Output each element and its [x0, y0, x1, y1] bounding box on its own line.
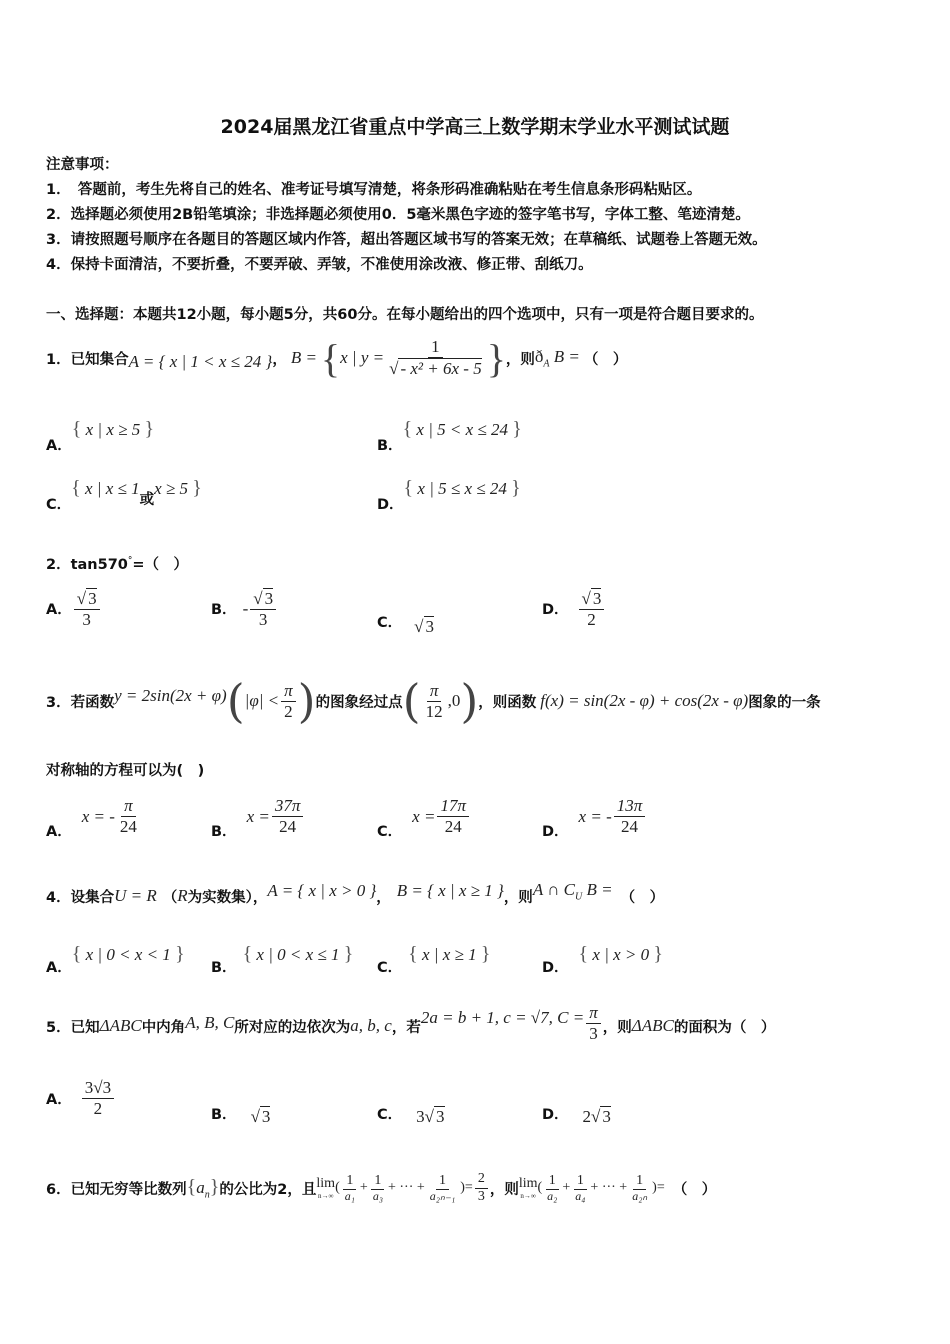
complement-symbol: ð — [534, 346, 544, 366]
paren-close: ) — [652, 1179, 657, 1195]
set-b-fraction: $\frac{1}{\text{√ - x² + 6x - 5}}$ — [389, 337, 482, 378]
option-label: D． — [542, 602, 569, 619]
option-sign: - — [242, 598, 249, 618]
fraction-denominator: - x² + 6x - 5 — [400, 359, 482, 378]
fraction-denominator: 24 — [444, 817, 462, 836]
real-set-symbol: R — [177, 886, 188, 905]
plus-sign: + — [359, 1180, 368, 1195]
condition-fraction — [281, 681, 296, 721]
q2-option-d[interactable] — [542, 588, 606, 629]
term-fraction — [427, 1173, 458, 1204]
option-value: x | 0 < x ≤ 1 — [256, 945, 340, 964]
question-2 — [46, 553, 188, 574]
plus-sign: + — [562, 1179, 571, 1195]
root-value: 3 — [602, 1107, 611, 1126]
question-6 — [46, 1160, 716, 1216]
q5-option-b[interactable] — [211, 1100, 270, 1127]
ellipsis: + ··· + — [388, 1180, 425, 1195]
q4-option-c[interactable] — [377, 932, 490, 977]
function-expression: y = 2sin(2x + φ) — [114, 686, 227, 705]
option-value: x | 5 ≤ x ≤ 24 — [417, 479, 507, 498]
term-fraction — [370, 1173, 386, 1204]
fraction-denominator: 2 — [93, 1098, 103, 1118]
fraction-numerator: 13π — [614, 796, 646, 817]
point-tail: ,0 — [447, 691, 461, 710]
expression-subscript: U — [575, 891, 583, 903]
angles-symbol: A, B, C — [185, 1013, 235, 1032]
question-text: （ — [162, 889, 178, 906]
brace-open: { — [320, 335, 341, 381]
set-a-expression: A = { x | 1 < x ≤ 24 } — [128, 352, 273, 371]
fraction-denominator: 3 — [82, 609, 91, 629]
option-math: { x | x ≤ 1 — [71, 477, 140, 499]
fraction-denominator: a₁ — [344, 1188, 355, 1203]
paren-open: ( — [226, 674, 245, 728]
q2-option-c[interactable] — [377, 606, 434, 637]
complement-rhs: B = — [553, 346, 580, 366]
set-b-expression — [291, 335, 506, 382]
point-fraction — [423, 681, 446, 721]
sequence-subscript: n — [204, 1189, 210, 1201]
set-b-lhs: B = — [290, 348, 317, 367]
limit-subscript: n→∞ — [317, 1192, 334, 1200]
fraction-denominator: 12 — [425, 701, 443, 721]
fraction-denominator: a₃ — [372, 1188, 383, 1203]
sides-symbol: a, b, c — [350, 1016, 392, 1035]
equals-sign: = — [464, 1180, 473, 1195]
limit-expression-2 — [519, 1173, 665, 1204]
question-3-line-2: 对称轴的方程可以为( ) — [46, 763, 205, 779]
option-lhs: x = - — [578, 806, 612, 826]
question-text: 已知无穷等比数列 — [70, 1181, 187, 1198]
expression-main: A ∩ C — [532, 879, 576, 899]
function-expression: f(x) = sin(2x - φ) + cos(2x - φ) — [540, 691, 749, 710]
question-text: ，若 — [391, 1019, 421, 1036]
fraction-denominator: 3 — [477, 1188, 485, 1204]
option-root: 3√ 3 — [416, 1107, 445, 1126]
root-coefficient: 3 — [416, 1107, 425, 1126]
option-label: D． — [542, 824, 569, 840]
question-number: 2． — [46, 557, 71, 573]
q4-option-b[interactable] — [211, 932, 353, 977]
fraction-numerator: 3 — [88, 589, 97, 608]
notice-heading: 注意事项： — [46, 157, 119, 173]
paren-close: ) — [460, 674, 479, 728]
option-math: x ≥ 5 } — [154, 477, 202, 499]
question-text: 的公比为2，且 — [219, 1181, 317, 1198]
fraction-denominator: 24 — [621, 817, 638, 836]
question-text: =（ ） — [132, 557, 189, 573]
fraction-numerator: 17π — [437, 796, 469, 817]
option-fraction: $\frac{√ 3}{3}$ — [250, 588, 276, 629]
notice-item-1: 1． 答题前，考生先将自己的姓名、准考证号填写清楚，将条形码准确粘贴在考生信息条形码粘贴区。 — [46, 182, 702, 198]
question-text: ，则 — [602, 1019, 632, 1036]
option-root: √ 3 — [250, 1107, 271, 1126]
question-text: ，则函数 — [478, 694, 537, 711]
question-text: 的面积为（ ） — [673, 1019, 776, 1036]
fraction-numerator: π — [427, 681, 442, 702]
question-text: 已知集合 — [70, 351, 129, 368]
question-number: 5． — [46, 1019, 71, 1036]
q4-option-a[interactable] — [46, 932, 185, 977]
option-value: x | x ≥ 1 — [422, 945, 477, 964]
q5-option-a[interactable] — [46, 1078, 116, 1118]
question-number: 1． — [46, 351, 71, 368]
option-label: B． — [377, 438, 403, 454]
fraction-denominator: 3 — [258, 609, 268, 629]
fraction-numerator: 37π — [272, 796, 304, 817]
fraction-numerator: π — [281, 681, 296, 702]
paren-close: ) — [460, 1180, 465, 1195]
fraction-denominator: 24 — [119, 817, 137, 836]
q3-option-a[interactable] — [46, 792, 142, 841]
term-fraction — [342, 1173, 358, 1204]
or-text: 或 — [139, 492, 155, 508]
q3-option-b[interactable] — [211, 792, 305, 841]
question-text: ，则 — [503, 889, 533, 906]
option-label: A． — [46, 438, 72, 454]
condition-fraction — [586, 1003, 601, 1043]
set-b-var: x | y = — [340, 348, 385, 367]
set-b-expression: B = { x | x ≥ 1 } — [396, 881, 504, 900]
root-value: 3 — [425, 617, 434, 636]
question-number: 6． — [46, 1181, 71, 1198]
fraction-denominator: a₄ — [575, 1188, 586, 1203]
option-math: { x | x ≥ 1 } — [408, 943, 491, 965]
page-title: 2024届黑龙江省重点中学高三上数学期末学业水平测试试题 — [220, 116, 730, 138]
root-value: 3 — [436, 1107, 445, 1126]
option-label: B． — [211, 1107, 237, 1123]
question-text: 为实数集）， — [187, 889, 268, 906]
option-root: √ 3 — [414, 617, 434, 636]
option-label: C． — [377, 1107, 403, 1123]
term-fraction — [544, 1173, 560, 1204]
option-label: A． — [46, 1091, 72, 1108]
option-label: A． — [46, 602, 72, 619]
option-lhs: x = — [246, 806, 270, 826]
complement-expression — [535, 347, 580, 369]
option-fraction — [117, 796, 140, 836]
option-lhs: x = - — [81, 806, 115, 826]
fraction-numerator: 3 — [264, 589, 274, 608]
question-text: tan570 — [70, 557, 128, 573]
sequence-symbol: $\{a_n\}$ — [186, 1175, 220, 1201]
option-label: C． — [377, 615, 403, 631]
fraction-denominator: 3 — [589, 1023, 598, 1043]
sequence-term: a — [196, 1177, 205, 1197]
option-label: B． — [211, 602, 237, 619]
option-fraction — [272, 796, 304, 836]
q3-option-d[interactable] — [542, 792, 647, 841]
question-5 — [46, 1000, 775, 1052]
question-number: 3． — [46, 694, 71, 711]
question-text: 设集合 — [70, 889, 115, 906]
question-text: ，则 — [505, 351, 535, 368]
question-number: 4． — [46, 889, 71, 906]
option-label: A． — [46, 960, 72, 976]
limit-label: lim — [518, 1175, 538, 1191]
fraction-numerator: 1 — [436, 1173, 449, 1190]
paren-open: ( — [537, 1179, 543, 1195]
question-4 — [46, 876, 664, 916]
answer-blank: （ ） — [620, 889, 665, 906]
option-value: x | x ≤ 1 — [85, 479, 140, 498]
notice-item-4: 4．保持卡面清洁，不要折叠，不要弄破、弄皱，不准使用涂改液、修正带、刮纸刀。 — [46, 257, 593, 273]
option-value: x | 5 < x ≤ 24 — [416, 420, 508, 439]
option-math: { x | 0 < x < 1 } — [71, 943, 185, 965]
brace-close: } — [486, 335, 506, 381]
q3-option-c[interactable] — [377, 792, 471, 841]
term-fraction — [572, 1173, 588, 1204]
q1-option-c[interactable] — [46, 469, 202, 514]
option-fraction: $\frac{√ 3}{3}$ — [74, 588, 100, 629]
fraction-numerator: 2 — [475, 1171, 488, 1188]
q2-option-b[interactable] — [211, 588, 278, 629]
option-root: 2√ 3 — [582, 1107, 611, 1126]
option-lhs: x = — [412, 806, 436, 826]
condition-lhs: |φ| < — [244, 691, 280, 710]
answer-blank: （ ） — [583, 351, 628, 368]
degree-symbol: ° — [127, 556, 133, 567]
limit-label: lim — [316, 1176, 336, 1191]
question-text: 的图象经过点 — [315, 694, 403, 711]
question-text: 图象的一条 — [748, 694, 821, 711]
fraction-numerator: 1 — [371, 1173, 384, 1190]
fraction-numerator: 1 — [546, 1173, 559, 1190]
fraction-numerator: π — [586, 1003, 601, 1024]
term-fraction — [629, 1173, 650, 1204]
value-fraction — [475, 1171, 488, 1204]
q4-option-d[interactable] — [542, 932, 663, 977]
paren-close: ) — [297, 674, 316, 728]
option-label: D． — [542, 960, 569, 976]
fraction-numerator: π — [121, 796, 136, 817]
fraction-denominator: a₂ₙ₋₁ — [429, 1188, 456, 1203]
option-label: D． — [542, 1107, 569, 1123]
separator: ， — [376, 889, 391, 906]
fraction-denominator: 2 — [587, 609, 596, 629]
paren-open: ( — [402, 674, 421, 728]
question-text: 已知 — [70, 1019, 100, 1036]
option-fraction — [614, 796, 646, 836]
triangle-symbol: ΔABC — [99, 1016, 142, 1035]
answer-blank: （ ） — [672, 1181, 717, 1198]
option-label: A． — [46, 824, 72, 840]
option-value: x | x > 0 — [592, 945, 650, 964]
fraction-denominator: 24 — [279, 817, 297, 836]
condition-expression: 2a = b + 1, c = √7, C = — [420, 1008, 585, 1027]
complement-subscript: A — [543, 358, 550, 370]
notice-item-2: 2．选择题必须使用2B铅笔填涂；非选择题必须使用0．5毫米黑色字迹的签字笔书写，字体工整、笔迹清楚。 — [46, 207, 750, 223]
section-heading: 一、选择题：本题共12小题，每小题5分，共60分。在每小题给出的四个选项中，只有一项是符合题目要求的。 — [46, 307, 764, 323]
question-text: 所对应的边依次为 — [234, 1019, 351, 1036]
notice-item-3: 3．请按照题号顺序在各题目的答题区域内作答，超出答题区域书写的答案无效；在草稿纸、试题卷上答题无效。 — [46, 232, 767, 248]
set-a-expression: A = { x | x > 0 } — [267, 881, 377, 900]
q5-option-c[interactable] — [377, 1100, 445, 1127]
option-fraction: $\frac{√ 3}{2}$ — [579, 588, 605, 629]
limit-expression-1 — [316, 1171, 489, 1204]
fraction-denominator: a₂ₙ — [632, 1188, 648, 1203]
option-value: x | x ≥ 5 — [85, 420, 141, 439]
equals-sign: = — [656, 1179, 665, 1195]
fraction-numerator: 3 — [592, 589, 602, 608]
option-label: C． — [377, 824, 403, 840]
root-coefficient: 2 — [582, 1107, 592, 1126]
intersection-expression — [533, 880, 613, 902]
q1-option-b[interactable] — [377, 410, 522, 455]
option-math: { x | 5 ≤ x ≤ 24 } — [403, 477, 521, 499]
triangle-symbol: ΔABC — [631, 1016, 674, 1035]
fraction-numerator: 1 — [428, 337, 443, 358]
option-math: { x | 0 < x ≤ 1 } — [242, 943, 354, 965]
separator: ， — [272, 351, 287, 368]
option-value: x | 0 < x < 1 — [85, 945, 171, 964]
option-label: B． — [211, 960, 237, 976]
q2-option-a[interactable] — [46, 588, 102, 629]
option-label: D． — [377, 497, 404, 513]
option-fraction — [437, 796, 469, 836]
root-value: 3 — [261, 1107, 271, 1126]
option-value: x ≥ 5 — [154, 479, 189, 498]
option-fraction — [82, 1078, 114, 1118]
fraction-numerator: 1 — [343, 1173, 356, 1190]
option-label: C． — [46, 497, 72, 513]
limit-subscript: n→∞ — [520, 1191, 536, 1200]
fraction-numerator: 1 — [574, 1173, 587, 1190]
option-label: B． — [211, 824, 237, 840]
limit-operator — [316, 1176, 335, 1200]
fraction-numerator: 1 — [633, 1173, 646, 1190]
question-text: 中内角 — [141, 1019, 186, 1036]
ellipsis: + ··· + — [590, 1179, 628, 1195]
q1-option-a[interactable] — [46, 410, 154, 455]
universal-set: U = R — [114, 886, 157, 905]
fraction-denominator: a₂ — [547, 1188, 558, 1203]
paren-open: ( — [335, 1180, 340, 1195]
question-1 — [46, 330, 627, 386]
q1-option-d[interactable] — [377, 469, 521, 514]
fraction-denominator: 2 — [284, 701, 293, 721]
option-math: { x | 5 < x ≤ 24 } — [402, 418, 522, 440]
option-math: { x | x ≥ 5 } — [71, 418, 155, 440]
question-text: 若函数 — [70, 694, 115, 711]
option-label: C． — [377, 960, 403, 976]
limit-operator — [519, 1176, 538, 1200]
question-text: ，则 — [489, 1181, 519, 1198]
q5-option-d[interactable] — [542, 1100, 611, 1127]
option-math: { x | x > 0 } — [578, 943, 664, 965]
question-3 — [46, 670, 821, 732]
expression-tail: B = — [586, 879, 613, 899]
fraction-numerator: 3√3 — [82, 1078, 114, 1099]
